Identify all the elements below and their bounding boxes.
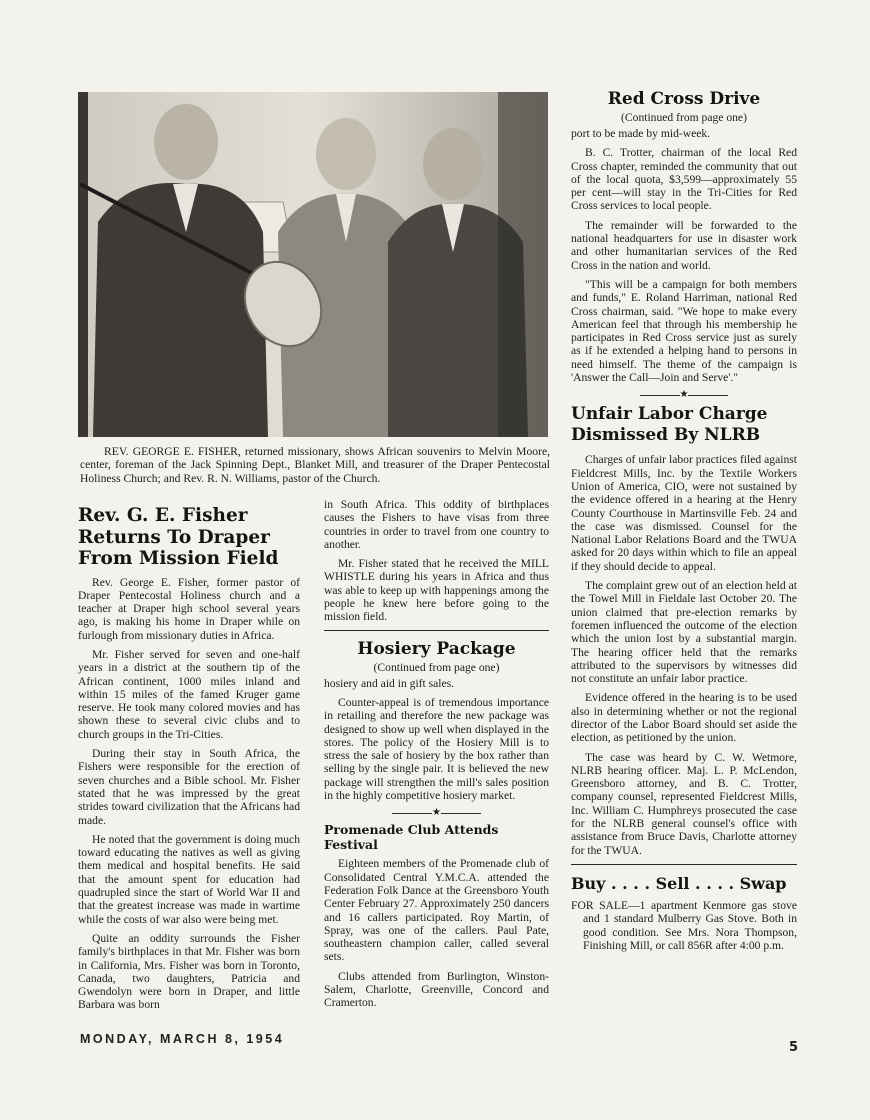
page-number: 5 bbox=[789, 1040, 799, 1055]
redcross-continued-note: (Continued from page one) bbox=[621, 111, 747, 124]
hosiery-paragraph: Counter-appeal is of tremendous importance in retailing and therefore the new package was designed to show up well when displayed in the stores. The policy of the Hosiery Mill is to stress the sale of hosiery by the box rather than selling by the single pair. It is believed the new package will strengthen the mill's sales position in the highly competitive hosiery market. bbox=[324, 695, 549, 803]
hosiery-paragraph: hosiery and aid in gift sales. bbox=[324, 676, 455, 690]
fisher-paragraph: He noted that the government is doing much toward educating the natives as well as giving them medical and hospital benefits. He said that the amount spent for education had quadrupled since the start of World War II and that the greatest increase was made in wartime while the costs of war also were being met. bbox=[78, 832, 300, 926]
promenade-paragraph: Eighteen members of the Promenade club of Consolidated Central Y.M.C.A. attended the Federation Folk Dance at the Greensboro Youth Center February 27. Approximately 250 dancers and 16 callers participated. Roy Martin, of Spray, was one of the callers. Paul Pate, southeastern champion caller, called several sets. bbox=[324, 857, 549, 964]
promenade-headline: Promenade Club Attends Festival bbox=[324, 822, 499, 853]
photo-three-men bbox=[78, 92, 548, 437]
labor-paragraph: Charges of unfair labor practices filed against Fieldcrest Mills, Inc. by the Textile Workers Union of America, CIO, were not sustained by the evidence offered in a hearing at the Henry County Courthouse in Martinsville Feb. 24 and the case was dismissed. Counsel for the National Labor Relations Board and the TWUA asked for 20 days within which to file an appeal if they should decide to appeal. bbox=[571, 453, 797, 573]
labor-paragraph: The case was heard by C. W. Wetmore, NLRB hearing officer. Maj. L. P. McLendon, Greensboro attorney, and B. C. Trotter, company counsel, represented Fieldcrest Mills, Inc. William C. Humphreys prosecuted the case for the NLRB general counsel's office with assistance from Bruce Davis, Charlotte attorney for the TWUA. bbox=[571, 750, 797, 857]
fisher-paragraph: During their stay in South Africa, the Fishers were responsible for the erection of seven churches and a Bible school. Mr. Fisher stated that he was impressed by the great strides toward civilization that the Africans had made. bbox=[78, 747, 300, 827]
hosiery-continued-note: (Continued from page one) bbox=[373, 660, 500, 674]
fisher-continued-paragraph: in South Africa. This oddity of birthplaces causes the Fishers to have visas from three countries in order to travel from one country to another. bbox=[324, 498, 549, 551]
fisher-article bbox=[78, 505, 300, 1012]
footer-date: MONDAY, MARCH 8, 1954 bbox=[80, 1032, 285, 1046]
fisher-continued-paragraph: Mr. Fisher stated that he received the MILL WHISTLE during his years in Africa and thus was able to keep up with happenings among the people he knew here before going to the mission field. bbox=[324, 557, 549, 624]
photo-caption: REV. GEORGE E. FISHER, returned missionary, shows African souvenirs to Melvin Moore, center, foreman of the Jack Spinning Dept., Blanket Mill, and treasurer of the Draper Pentecostal Holiness Church; and Rev. R. N. Williams, pastor of the Church. bbox=[80, 445, 550, 485]
middle-column bbox=[324, 498, 549, 1010]
hosiery-headline: Hosiery Package bbox=[357, 638, 516, 659]
column-rule bbox=[571, 864, 797, 865]
classified-ad-text: FOR SALE—1 apartment Kenmore gas stove and 1 standard Mulberry Gas Stove. Both in good condition. See Mrs. Nora Thompson, Finishing Mill, or call 856R after 4:00 p.m. bbox=[571, 898, 797, 952]
promenade-paragraph: Clubs attended from Burlington, Winston-Salem, Charlotte, Greenville, Concord and Cramerton. bbox=[324, 969, 549, 1010]
redcross-paragraph: "This will be a campaign for both members and funds," E. Roland Harriman, national Red Cross chairman, said. "We hope to make every American feel that through his membership he participates in Red Cross service just as surely as if he extended a helping hand to persons in need himself. The theme of the campaign is 'Answer the Call—Join and Serve'." bbox=[571, 277, 797, 385]
labor-paragraph: Evidence offered in the hearing is to be used also in determining whether or not the regional director of the Labor Board should set aside the election, as petitioned by the union. bbox=[571, 691, 797, 745]
labor-paragraph: The complaint grew out of an election held at the Towel Mill in Fieldale last October 20. The union claimed that pre-election remarks by foremen influenced the outcome of the election which the union lost by a substantial margin. The hearing officer held that the remarks attributed to the supervisors by witnesses did not constitute an unfair labor practice. bbox=[571, 579, 797, 686]
right-column bbox=[571, 89, 797, 952]
star-divider: ★ bbox=[324, 808, 549, 818]
redcross-headline: Red Cross Drive bbox=[607, 89, 761, 109]
swap-headline: Buy . . . . Sell . . . . Swap bbox=[571, 873, 787, 893]
fisher-paragraph: Mr. Fisher served for seven and one-half years in a district at the southern tip of the African continent, 1000 miles inland and within 15 miles of the famed Kruger game reserve. He took many colored movies and has shown these to several civic clubs and to church groups in the Tri-Cities. bbox=[78, 647, 300, 741]
labor-headline: Unfair Labor Charge Dismissed By NLRB bbox=[571, 404, 768, 446]
redcross-paragraph: The remainder will be forwarded to the national headquarters for use in disaster work and other humanitarian services of the Red Cross in the nation and world. bbox=[571, 218, 797, 272]
column-rule bbox=[324, 630, 549, 631]
star-divider: ★ bbox=[571, 390, 797, 400]
fisher-paragraph: Rev. George E. Fisher, former pastor of Draper Pentecostal Holiness church and a teacher at Draper high school several years ago, is making his home in Draper while on furlough from missionary duties in Africa. bbox=[78, 575, 300, 642]
fisher-headline: Rev. G. E. Fisher Returns To Draper From Mission Field bbox=[78, 505, 279, 569]
classified-ad bbox=[571, 899, 797, 952]
photo-illustration bbox=[78, 92, 548, 437]
redcross-paragraph: B. C. Trotter, chairman of the local Red Cross chapter, reminded the community that out of the local quota, $3,599—approximately 55 per cent—will stay in the Tri-Cities for Red Cross services to local people. bbox=[571, 146, 797, 213]
fisher-paragraph: Quite an oddity surrounds the Fisher family's birthplaces in that Mr. Fisher was born in California, Mrs. Fisher was born in Toronto, Canada, two daughters, Patricia and Gwendolyn were born in Draper, and little Barbara was born bbox=[78, 931, 300, 1012]
redcross-paragraph: port to be made by mid-week. bbox=[571, 127, 711, 140]
